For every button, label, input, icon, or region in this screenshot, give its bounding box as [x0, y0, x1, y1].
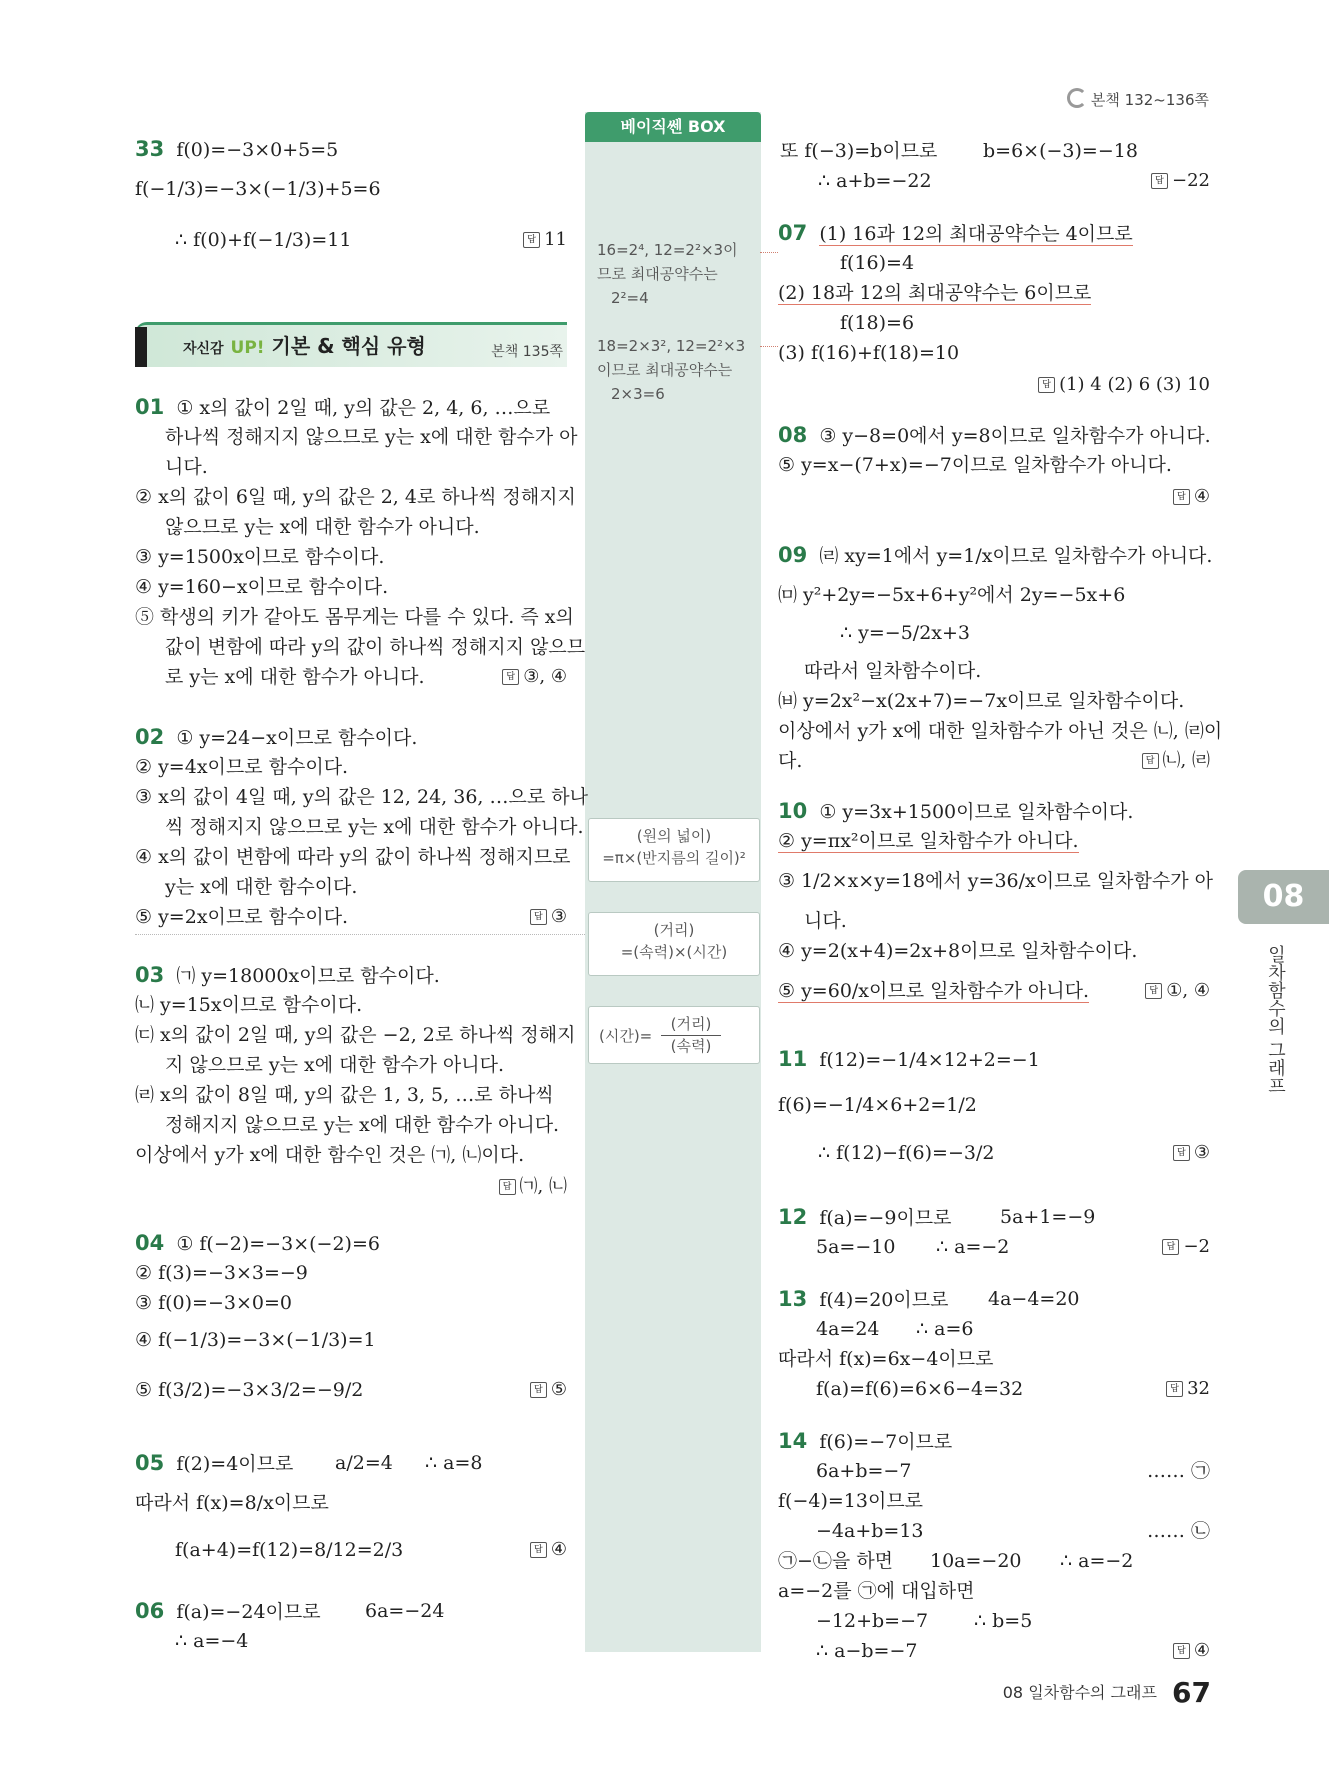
answer-icon: 답 — [1151, 173, 1168, 189]
header-ref: 본책 132~136쪽 — [1067, 88, 1209, 110]
q13-line-1b: 4a−4=20 — [988, 1288, 1080, 1310]
q14-line-3: f(−4)=13이므로 — [778, 1490, 924, 1512]
q12-answer: 답 −2 — [1162, 1232, 1210, 1262]
q13-line-4: f(a)=f(6)=6×6−4=32 — [816, 1378, 1024, 1400]
connector-2 — [760, 346, 778, 347]
answer-icon: 답 — [1142, 753, 1159, 769]
q01-line-0: 01 ① x의 값이 2일 때, y의 값은 2, 4, 6, …으로 — [135, 395, 551, 419]
q07-line-3: f(18)=6 — [840, 312, 915, 334]
connector-1 — [760, 252, 778, 253]
q14-line-2b: …… ㉠ — [1146, 1460, 1210, 1482]
right-column — [778, 0, 1223, 1700]
formula-distance: (거리) =(속력)×(시간) — [588, 912, 760, 976]
q09-line-0: 09 ㈃ xy=1에서 y=1/x이므로 일차함수가 아니다. — [778, 543, 1213, 567]
side-tab-number: 08 — [1238, 870, 1329, 924]
q33-line2: f(−1/3)=−3×(−1/3)+5=6 — [135, 178, 381, 200]
q05-line-3: f(a+4)=f(12)=8/12=2/3 — [175, 1539, 404, 1561]
footer — [1003, 1676, 1211, 1709]
q07-line-4: (3) f(16)+f(18)=10 — [778, 342, 960, 364]
q10-line-5: ⑤ y=60/x이므로 일차함수가 아니다. — [778, 980, 1090, 1002]
answer-icon: 답 — [530, 909, 547, 925]
q13-line-2: 4a=24 — [816, 1318, 880, 1340]
q05-line-1b: a/2=4 — [335, 1452, 393, 1474]
q07-line-0: 07 (1) 16과 12의 최대공약수는 4이므로 — [778, 221, 1133, 245]
q02-line-3: 씩 정해지지 않으므로 y는 x에 대한 함수가 아니다. — [165, 816, 584, 838]
section-banner — [135, 322, 567, 367]
q04-line-2: ③ f(0)=−3×0=0 — [135, 1292, 292, 1314]
q01-line-9: 로 y는 x에 대한 함수가 아니다. — [165, 666, 425, 688]
q06c-answer: 답 −22 — [1151, 166, 1210, 196]
q03-line-0: 03 ㈀ y=18000x이므로 함수이다. — [135, 963, 440, 987]
answer-icon: 답 — [1173, 489, 1190, 505]
q05-line-1c: ∴ a=8 — [425, 1452, 483, 1474]
q08-line-1: ⑤ y=x−(7+x)=−7이므로 일차함수가 아니다. — [778, 454, 1172, 476]
q06c-line-1: 또 f(−3)=b이므로 — [780, 140, 938, 162]
answer-icon: 답 — [1162, 1239, 1179, 1255]
q14-line-2: 6a+b=−7 — [816, 1460, 912, 1482]
q14-answer: 답 ④ — [1173, 1636, 1210, 1666]
answer-icon: 답 — [1166, 1381, 1183, 1397]
q11-answer: 답 ③ — [1173, 1138, 1210, 1168]
footer-chapter: 08 일차함수의 그래프 — [1002, 1683, 1157, 1702]
q14-line-7: −12+b=−7 — [816, 1610, 929, 1632]
q14-line-8: ∴ a−b=−7 — [816, 1640, 918, 1662]
side-tab-title: 일차함수의 그래프 — [1265, 945, 1286, 1095]
answer-icon: 답 — [1173, 1145, 1190, 1161]
q05-line-2: 따라서 f(x)=8/x이므로 — [135, 1492, 329, 1514]
q02-separator — [135, 934, 585, 935]
formula-circle-area: (원의 넓이) =π×(반지름의 길이)² — [588, 818, 760, 882]
formula-time: (시간)= (거리) (속력) — [588, 1006, 760, 1064]
q13-answer: 답 32 — [1166, 1374, 1210, 1404]
q09-answer: 답 ㈁, ㈃ — [1142, 746, 1210, 776]
q01-line-1: 하나씩 정해지지 않으므로 y는 x에 대한 함수가 아 — [165, 426, 578, 448]
q12-line-2b: ∴ a=−2 — [936, 1236, 1010, 1258]
answer-icon: 답 — [499, 1179, 516, 1195]
q02-line-1: ② y=4x이므로 함수이다. — [135, 756, 349, 778]
answer-icon: 답 — [530, 1382, 547, 1398]
q03-line-6: 이상에서 y가 x에 대한 함수인 것은 ㈀, ㈁이다. — [135, 1144, 525, 1166]
q10-line-4: ④ y=2(x+4)=2x+8이므로 일차함수이다. — [778, 940, 1138, 962]
q01-line-3: ② x의 값이 6일 때, y의 값은 2, 4로 하나씩 정해지지 — [135, 486, 576, 508]
q12-line-1: 12 f(a)=−9이므로 — [778, 1205, 952, 1229]
q02-line-0: 02 ① y=24−x이므로 함수이다. — [135, 725, 418, 749]
q14-line-4: −4a+b=13 — [816, 1520, 924, 1542]
q14-line-6: a=−2를 ㉠에 대입하면 — [778, 1580, 975, 1602]
q01-line-5: ③ y=1500x이므로 함수이다. — [135, 546, 385, 568]
left-column — [135, 0, 588, 1700]
q09-line-6: 다. — [778, 750, 803, 772]
q02-line-6: ⑤ y=2x이므로 함수이다. — [135, 906, 349, 928]
q09-line-3: 따라서 일차함수이다. — [804, 660, 982, 682]
q03-line-3: 지 않으므로 y는 x에 대한 함수가 아니다. — [165, 1054, 505, 1076]
q07-line-2: (2) 18과 12의 최대공약수는 6이므로 — [778, 282, 1092, 304]
q03-answer: 답 ㈀, ㈁ — [499, 1172, 567, 1202]
q14-line-5b: 10a=−20 — [930, 1550, 1022, 1572]
q06-line-2: ∴ a=−4 — [175, 1630, 249, 1652]
q14-line-5: ㉠−㉡을 하면 — [778, 1550, 894, 1572]
q13-line-2b: ∴ a=6 — [916, 1318, 974, 1340]
q14-line-4b: …… ㉡ — [1146, 1520, 1210, 1542]
box-note-1: 16=2⁴, 12=2²×3이 므로 최대공약수는 2²=4 — [597, 241, 738, 307]
q08-answer: 답 ④ — [1173, 482, 1210, 512]
q10-line-2: ③ 1/2×x×y=18에서 y=36/x이므로 일차함수가 아 — [778, 870, 1213, 892]
q10-line-0: 10 ① y=3x+1500이므로 일차함수이다. — [778, 799, 1134, 823]
q01-line-4: 않으므로 y는 x에 대한 함수가 아니다. — [165, 516, 480, 538]
q03-line-1: ㈁ y=15x이므로 함수이다. — [135, 994, 363, 1016]
q02-line-2: ③ x의 값이 4일 때, y의 값은 12, 24, 36, …으로 하나 — [135, 786, 588, 808]
q13-line-1: 13 f(4)=20이므로 — [778, 1287, 949, 1311]
q12-line-2: 5a=−10 — [816, 1236, 896, 1258]
q09-line-1: ㈄ y²+2y=−5x+6+y²에서 2y=−5x+6 — [778, 584, 1126, 606]
section-banner-bar — [135, 327, 147, 367]
q04-line-0: 04 ① f(−2)=−3×(−2)=6 — [135, 1231, 380, 1255]
q07-answer: 답 (1) 4 (2) 6 (3) 10 — [1038, 370, 1210, 400]
q06c-line-1b: b=6×(−3)=−18 — [983, 140, 1138, 162]
q07-line-1: f(16)=4 — [840, 252, 915, 274]
q33-line3: ∴ f(0)+f(−1/3)=11 — [175, 229, 352, 251]
q06-line-1: 06 f(a)=−24이므로 — [135, 1599, 321, 1623]
q01-line-8: 값이 변함에 따라 y의 값이 하나씩 정해지지 않으므 — [165, 636, 586, 658]
q04-line-3: ④ f(−1/3)=−3×(−1/3)=1 — [135, 1329, 376, 1351]
q01-line-2: 니다. — [165, 456, 208, 478]
q11-line-0: 11 f(12)=−1/4×12+2=−1 — [778, 1047, 1040, 1071]
box-note-2: 18=2×3², 12=2²×3 이므로 최대공약수는 2×3=6 — [597, 337, 746, 403]
basic-box-title: 베이직쎈 BOX — [585, 112, 761, 142]
q09-line-5: 이상에서 y가 x에 대한 일차함수가 아닌 것은 ㈁, ㈃이 — [778, 720, 1223, 742]
answer-icon: 답 — [1173, 1643, 1190, 1659]
q12-line-1b: 5a+1=−9 — [1000, 1206, 1096, 1228]
q04-answer: 답 ⑤ — [530, 1375, 567, 1405]
q09-line-4: ㈅ y=2x²−x(2x+7)=−7x이므로 일차함수이다. — [778, 690, 1185, 712]
q08-line-0: 08 ③ y−8=0에서 y=8이므로 일차함수가 아니다. — [778, 423, 1211, 447]
q05-answer: 답 ④ — [530, 1535, 567, 1565]
q03-line-4: ㈃ x의 값이 8일 때, y의 값은 1, 3, 5, …로 하나씩 — [135, 1084, 554, 1106]
q02-answer: 답 ③ — [530, 902, 567, 932]
page-number: 67 — [1172, 1676, 1211, 1709]
q03-line-2: ㈂ x의 값이 2일 때, y의 값은 −2, 2로 하나씩 정해지 — [135, 1024, 576, 1046]
q02-line-5: y는 x에 대한 함수이다. — [165, 876, 358, 898]
q11-line-1: f(6)=−1/4×6+2=1/2 — [778, 1094, 977, 1116]
q14-line-1: 14 f(6)=−7이므로 — [778, 1429, 953, 1453]
answer-icon: 답 — [1145, 983, 1162, 999]
q06-line-1b: 6a=−24 — [365, 1600, 445, 1622]
q06c-line-2: ∴ a+b=−22 — [818, 170, 932, 192]
q01-line-7: ⑤ 학생의 키가 같아도 몸무게는 다를 수 있다. 즉 x의 — [135, 606, 574, 628]
section-ref: 본책 135쪽 — [491, 344, 563, 360]
q10-line-3: 니다. — [804, 910, 847, 932]
q02-line-4: ④ x의 값이 변함에 따라 y의 값이 하나씩 정해지므로 — [135, 846, 571, 868]
answer-icon: 답 — [502, 669, 519, 685]
q33-answer: 답 11 — [523, 225, 567, 255]
q13-line-3: 따라서 f(x)=6x−4이므로 — [778, 1348, 994, 1370]
section-title: 자신감 UP! 기본 & 핵심 유형 — [183, 334, 426, 358]
answer-icon: 답 — [530, 1542, 547, 1558]
q11-line-2: ∴ f(12)−f(6)=−3/2 — [818, 1142, 995, 1164]
answer-icon: 답 — [523, 232, 540, 248]
answer-icon: 답 — [1038, 377, 1055, 393]
q05-line-1: 05 f(2)=4이므로 — [135, 1451, 294, 1475]
q01-answer: 답 ③, ④ — [502, 662, 567, 692]
q10-line-1: ② y=πx²이므로 일차함수가 아니다. — [778, 830, 1079, 852]
q04-line-4: ⑤ f(3/2)=−3×3/2=−9/2 — [135, 1379, 364, 1401]
q03-line-5: 정해지지 않으므로 y는 x에 대한 함수가 아니다. — [165, 1114, 560, 1136]
q14-line-7b: ∴ b=5 — [974, 1610, 1033, 1632]
q04-line-1: ② f(3)=−3×3=−9 — [135, 1262, 308, 1284]
q14-line-5c: ∴ a=−2 — [1060, 1550, 1134, 1572]
q10-answer: 답 ①, ④ — [1145, 976, 1210, 1006]
q01-line-6: ④ y=160−x이므로 함수이다. — [135, 576, 389, 598]
q33: 33 f(0)=−3×0+5=5 — [135, 137, 339, 161]
q09-line-2: ∴ y=−5/2x+3 — [840, 622, 971, 644]
